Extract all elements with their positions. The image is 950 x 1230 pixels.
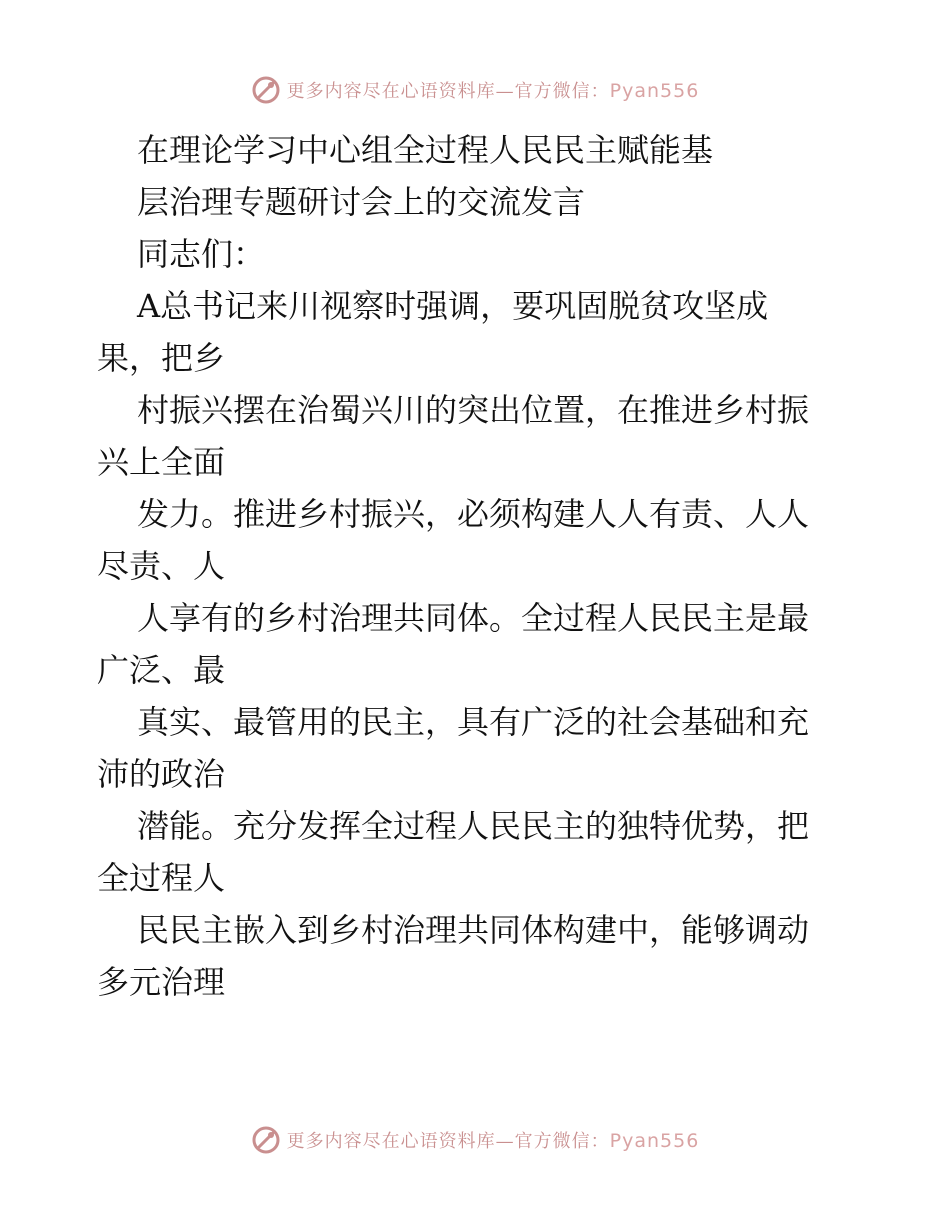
- body-line: 真实、最管用的民主，具有广泛的社会基础和充: [137, 703, 810, 741]
- header-watermark: [0, 70, 950, 110]
- brush-seal-icon: [251, 1125, 281, 1155]
- title-line-2: 层治理专题研讨会上的交流发言: [137, 183, 586, 221]
- body-line: 广泛、最: [97, 651, 226, 689]
- watermark-label: 更多内容尽在心语资料库—官方微信：: [286, 1131, 610, 1152]
- body-line: A总书记来川视察时强调，要巩固脱贫攻坚成: [137, 287, 769, 325]
- body-line: 兴上全面: [97, 443, 226, 481]
- paragraph: [97, 280, 857, 1008]
- body-line: 村振兴摆在治蜀兴川的突出位置，在推进乡村振: [137, 391, 810, 429]
- body-line: 尽责、人: [97, 547, 226, 585]
- watermark-handle: Pyan556: [609, 1130, 700, 1152]
- body-line: 果，把乡: [97, 339, 226, 377]
- body-line: 发力。推进乡村振兴，必须构建人人有责、人人: [137, 495, 810, 533]
- watermark-text: [287, 1127, 700, 1153]
- body-line: 全过程人: [97, 859, 226, 897]
- salutation: 同志们：: [137, 235, 266, 273]
- watermark-text: [287, 77, 700, 103]
- watermark-handle: Pyan556: [609, 80, 700, 102]
- title-line-1: 在理论学习中心组全过程人民民主赋能基: [137, 131, 714, 169]
- body-line: 沛的政治: [97, 755, 226, 793]
- watermark-label: 更多内容尽在心语资料库—官方微信：: [286, 81, 610, 102]
- body-line: 潜能。充分发挥全过程人民民主的独特优势，把: [137, 807, 810, 845]
- footer-watermark: [0, 1120, 950, 1160]
- body-line: 民民主嵌入到乡村治理共同体构建中，能够调动: [137, 911, 810, 949]
- brush-seal-icon: [251, 75, 281, 105]
- body-line: 多元治理: [97, 963, 226, 1001]
- document-body: [97, 124, 857, 1008]
- body-line: 人享有的乡村治理共同体。全过程人民民主是最: [137, 599, 810, 637]
